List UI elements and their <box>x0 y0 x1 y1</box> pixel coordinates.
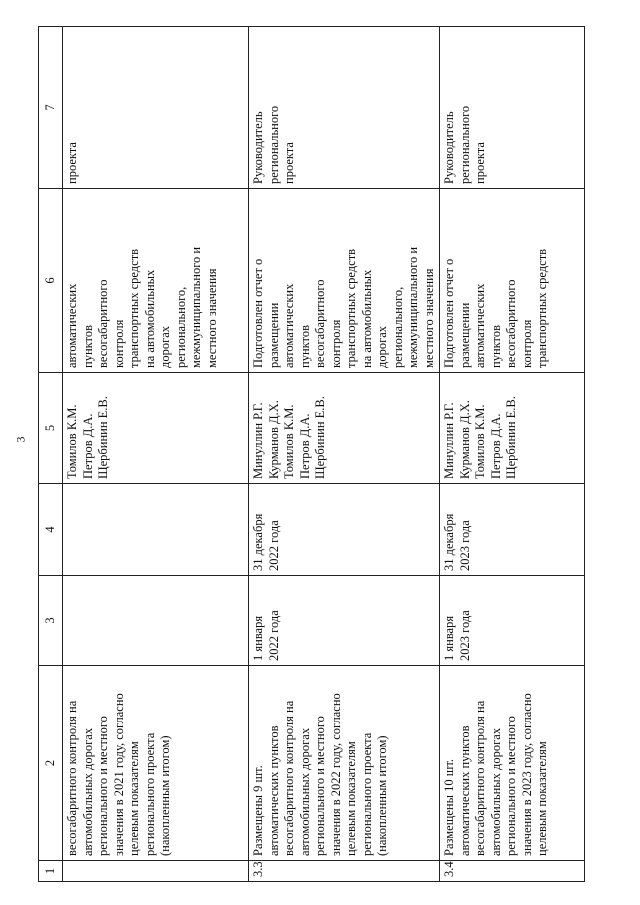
row-number: 3.4 <box>440 861 585 882</box>
row-end-date: 31 декабря 2022 года <box>249 484 440 576</box>
page-number: 3 <box>13 436 28 443</box>
row-start-date <box>63 576 249 666</box>
table-row <box>63 27 249 882</box>
row-description: Размещены 9 шт. автоматических пунктов весогабаритного контроля на автомобильных дорогах регионального и местного значения в 2022 году, согласно целевым показателям регионального проекта (накопленным итогом) <box>249 666 440 861</box>
row-responsible: Минуллин Р.Г. Курманов Д.Х. Томилов К.М. Петров Д.А. Щербинин Е.В. <box>249 373 440 484</box>
row-start-date: 1 января 2022 года <box>249 576 440 666</box>
row-responsible: Томилов К.М. Петров Д.А. Щербинин Е.В. <box>63 373 249 484</box>
row-number: 3.3 <box>249 861 440 882</box>
row-document: проекта <box>63 27 249 189</box>
header-col-1: 1 <box>39 861 63 882</box>
table-row <box>440 27 585 882</box>
row-end-date <box>63 484 249 576</box>
row-description: Размещены 10 шт. автоматических пунктов весогабаритного контроля на автомобильных дорогах регионального и местного значения в 2023 году, согласно целевым показателям <box>440 666 585 861</box>
header-col-7: 7 <box>39 27 63 189</box>
row-start-date: 1 января 2023 года <box>440 576 585 666</box>
row-result: автоматических пунктов весогабаритного контроля транспортных средств на автомобильных дорогах регионального, межмуниципального и местного значения <box>63 189 249 373</box>
row-document: Руководитель регионального проекта <box>440 27 585 189</box>
plan-table <box>38 26 585 882</box>
header-col-5: 5 <box>39 373 63 484</box>
row-number <box>63 861 249 882</box>
row-document: Руководитель регионального проекта <box>249 27 440 189</box>
row-description: весогабаритного контроля на автомобильных дорогах регионального и местного значения в 2021 году, согласно целевым показателям регионального проекта (накопленным итогом) <box>63 666 249 861</box>
header-col-2: 2 <box>39 666 63 861</box>
header-col-3: 3 <box>39 576 63 666</box>
row-responsible: Минуллин Р.Г. Курманов Д.Х. Томилов К.М. Петров Д.А. Щербинин Е.В. <box>440 373 585 484</box>
row-end-date: 31 декабря 2023 года <box>440 484 585 576</box>
table-row <box>249 27 440 882</box>
header-col-4: 4 <box>39 484 63 576</box>
rotated-table-wrapper <box>38 27 579 882</box>
header-col-6: 6 <box>39 189 63 373</box>
table-header-row <box>39 27 63 882</box>
row-result: Подготовлен отчет о размещении автоматических пунктов весогабаритного контроля транспортных средств на автомобильных дорогах регионального, межмуниципального и местного значения <box>249 189 440 373</box>
row-result: Подготовлен отчет о размещении автоматических пунктов весогабаритного контроля транспортных средств <box>440 189 585 373</box>
